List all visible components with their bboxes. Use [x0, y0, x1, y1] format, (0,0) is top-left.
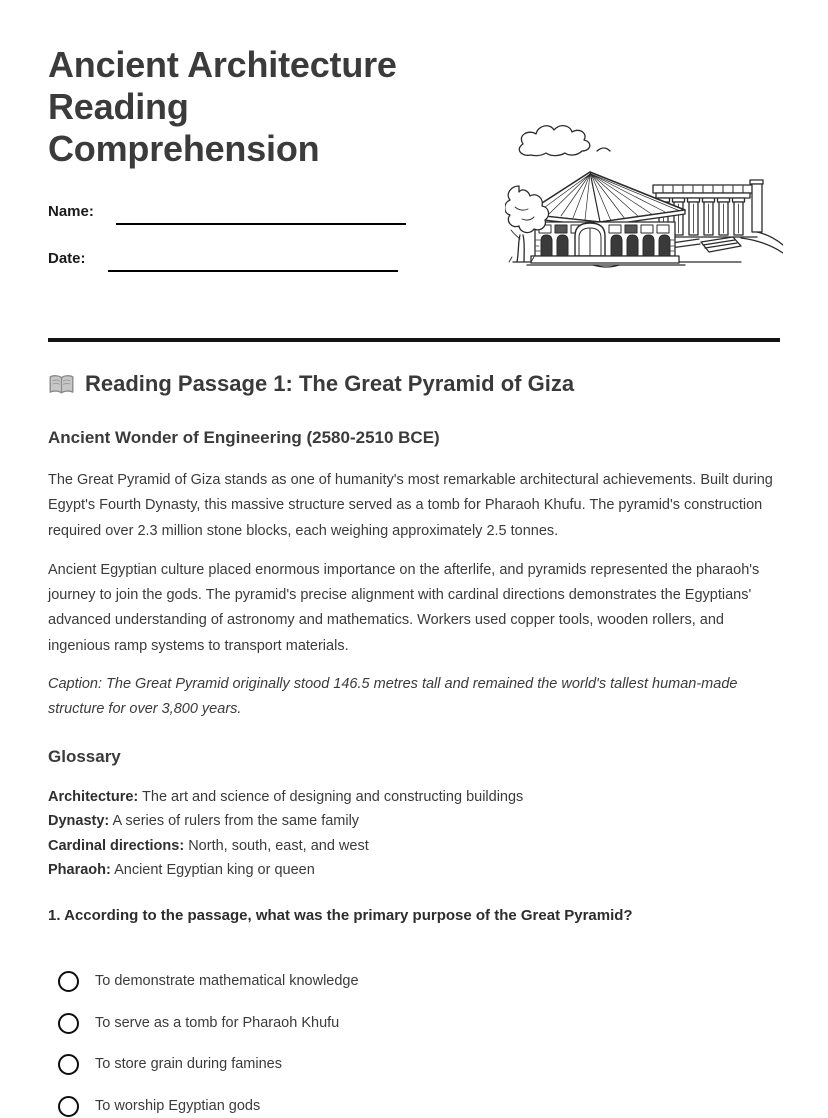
glossary-term: Architecture: [48, 788, 139, 805]
glossary-item [48, 809, 780, 834]
option-label: To store grain during famines [95, 1056, 282, 1073]
name-input-line[interactable] [116, 201, 406, 225]
passage-heading [48, 370, 780, 398]
glossary-item [48, 785, 780, 810]
glossary-definition: Ancient Egyptian king or queen [114, 862, 315, 879]
answer-option[interactable] [48, 1054, 780, 1075]
question-section [48, 903, 780, 1117]
glossary-term: Pharaoh: [48, 862, 111, 879]
passage-paragraph: The Great Pyramid of Giza stands as one of humanity's most remarkable architectural achievements. Built during Egypt's Fourth Dynasty, this massive structure served as a tomb for Pharaoh Khufu. The pyramid's construction required over 2.3 million stone blocks, each weighing approximately 2.5 tonnes. [48, 472, 773, 539]
glossary-item [48, 834, 780, 859]
glossary-heading: Glossary [48, 746, 121, 766]
radio-button[interactable] [58, 971, 79, 992]
passage-section [48, 370, 780, 723]
passage-caption: Caption: The Great Pyramid originally stood 146.5 metres tall and remained the world's tallest human-made structure for over 3,800 years. [48, 676, 738, 718]
glossary-item [48, 858, 780, 883]
ancient-building-illustration [505, 122, 783, 272]
answer-option[interactable] [48, 1096, 780, 1117]
radio-button[interactable] [58, 1013, 79, 1034]
passage-paragraph: Ancient Egyptian culture placed enormous importance on the afterlife, and pyramids represented the pharaoh's journey to join the gods. The pyramid's precise alignment with cardinal directions demonstrates the Egyptians' advanced understanding of astronomy and mathematics. Workers used copper tools, wooden rollers, and ingenious ramp systems to transport materials. [48, 561, 760, 654]
glossary-term: Dynasty: [48, 813, 110, 830]
header [48, 44, 780, 272]
glossary-definition: North, south, east, and west [188, 837, 369, 854]
answer-option[interactable] [48, 1013, 780, 1034]
option-label: To demonstrate mathematical knowledge [95, 973, 359, 990]
passage-subheading: Ancient Wonder of Engineering (2580-2510 BCE) [48, 428, 440, 447]
glossary-definition: A series of rulers from the same family [112, 813, 360, 830]
date-label: Date: [48, 250, 86, 267]
passage-heading-text: Reading Passage 1: The Great Pyramid of Giza [85, 371, 575, 396]
glossary-section [48, 746, 780, 883]
open-book-icon [48, 373, 75, 396]
glossary-definition: The art and science of designing and constructing buildings [142, 788, 524, 805]
radio-button[interactable] [58, 1054, 79, 1075]
date-input-line[interactable] [108, 248, 398, 272]
answer-options [48, 971, 780, 1117]
glossary-term: Cardinal directions: [48, 837, 185, 854]
name-label: Name: [48, 203, 94, 220]
option-label: To serve as a tomb for Pharaoh Khufu [95, 1014, 340, 1031]
glossary-list [48, 785, 780, 883]
page-title: Ancient Architecture Reading Comprehension [48, 44, 397, 169]
question-text: 1. According to the passage, what was the primary purpose of the Great Pyramid? [48, 907, 633, 925]
answer-option[interactable] [48, 971, 780, 992]
option-label: To worship Egyptian gods [95, 1097, 261, 1114]
section-divider [48, 338, 780, 342]
radio-button[interactable] [58, 1096, 79, 1117]
